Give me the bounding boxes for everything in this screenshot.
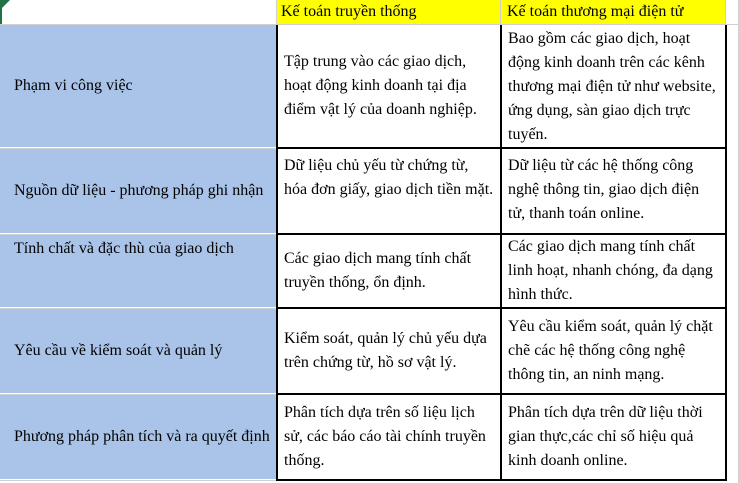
grid-line [0,148,276,149]
ecommerce-cell[interactable] [502,395,726,479]
header-cell-ecommerce[interactable] [501,0,726,24]
grid-line [276,0,277,24]
row-label-cell[interactable] [0,309,277,393]
corner-indicator-icon [0,0,10,10]
grid-line [276,479,727,481]
row-label-text: Nguồn dữ liệu - phương pháp ghi nhận [14,182,264,199]
grid-line [725,24,727,481]
traditional-cell[interactable] [278,235,501,307]
grid-line [276,307,727,309]
row-label-cell[interactable] [0,149,277,233]
traditional-text: Dữ liệu chủ yếu từ chứng từ, hóa đơn giấy, giao dịch tiền mặt. [284,157,494,198]
traditional-text: Kiểm soát, quản lý chủ yếu dựa trên chứng từ, hồ sơ vật lý. [284,330,487,371]
ecommerce-text: Các giao dịch mang tính chất linh hoạt, nhanh chóng, đa dạng hình thức. [508,238,713,303]
ecommerce-text: Dữ liệu từ các hệ thống công nghệ thông tin, giao dịch điện tử, thanh toán online. [508,157,700,222]
traditional-text: Các giao dịch mang tính chất truyền thống, ổn định. [284,250,472,291]
header-cell-traditional[interactable] [277,0,501,24]
grid-line [276,24,278,481]
row-label-text: Phạm vi công việc [14,77,133,94]
grid-line [276,147,727,149]
ecommerce-cell[interactable] [502,25,726,147]
grid-line [276,233,727,235]
grid-line [0,308,276,309]
grid-line [0,394,276,395]
header-traditional-text: Kế toán truyền thống [281,3,417,20]
row-label-text: Tính chất và đặc thù của giao dịch [14,240,234,257]
corner-cell[interactable] [0,0,277,24]
traditional-cell[interactable] [278,309,501,393]
traditional-text: Tập trung vào các giao dịch, hoạt động kinh doanh tại địa điểm vật lý của doanh nghiệp. [284,53,477,118]
ecommerce-text: Bao gồm các giao dịch, hoạt động kinh doanh trên các kênh thương mại điện tử như website, ứng dụng, sàn giao dịch trực tuyến. [508,30,716,143]
row-label-cell[interactable] [0,235,277,307]
grid-line [500,24,502,481]
traditional-cell[interactable] [278,25,501,147]
traditional-cell[interactable] [278,395,501,479]
grid-line [725,0,726,24]
grid-line [276,393,727,395]
grid-line [0,234,276,235]
grid-line [0,480,276,481]
ecommerce-cell[interactable] [502,235,726,307]
row-label-text: Phương pháp phân tích và ra quyết định [14,428,270,445]
row-label-text: Yêu cầu về kiểm soát và quản lý [14,342,223,359]
grid-line [500,0,501,24]
traditional-text: Phân tích dựa trên số liệu lịch sử, các báo cáo tài chính truyền thống. [284,404,486,469]
ecommerce-text: Yêu cầu kiểm soát, quản lý chặt chẽ các hệ thống công nghệ thông tin, an ninh mạng. [508,318,713,383]
ecommerce-text: Phân tích dựa trên dữ liệu thời gian thực,các chỉ số hiệu quả kinh doanh online. [508,404,703,469]
ecommerce-cell[interactable] [502,149,726,233]
traditional-cell[interactable] [278,149,501,233]
row-label-cell[interactable] [0,25,277,147]
row-label-cell[interactable] [0,395,277,479]
ecommerce-cell[interactable] [502,309,726,393]
header-ecommerce-text: Kế toán thương mại điện tử [507,3,684,20]
grid-line [0,24,739,25]
